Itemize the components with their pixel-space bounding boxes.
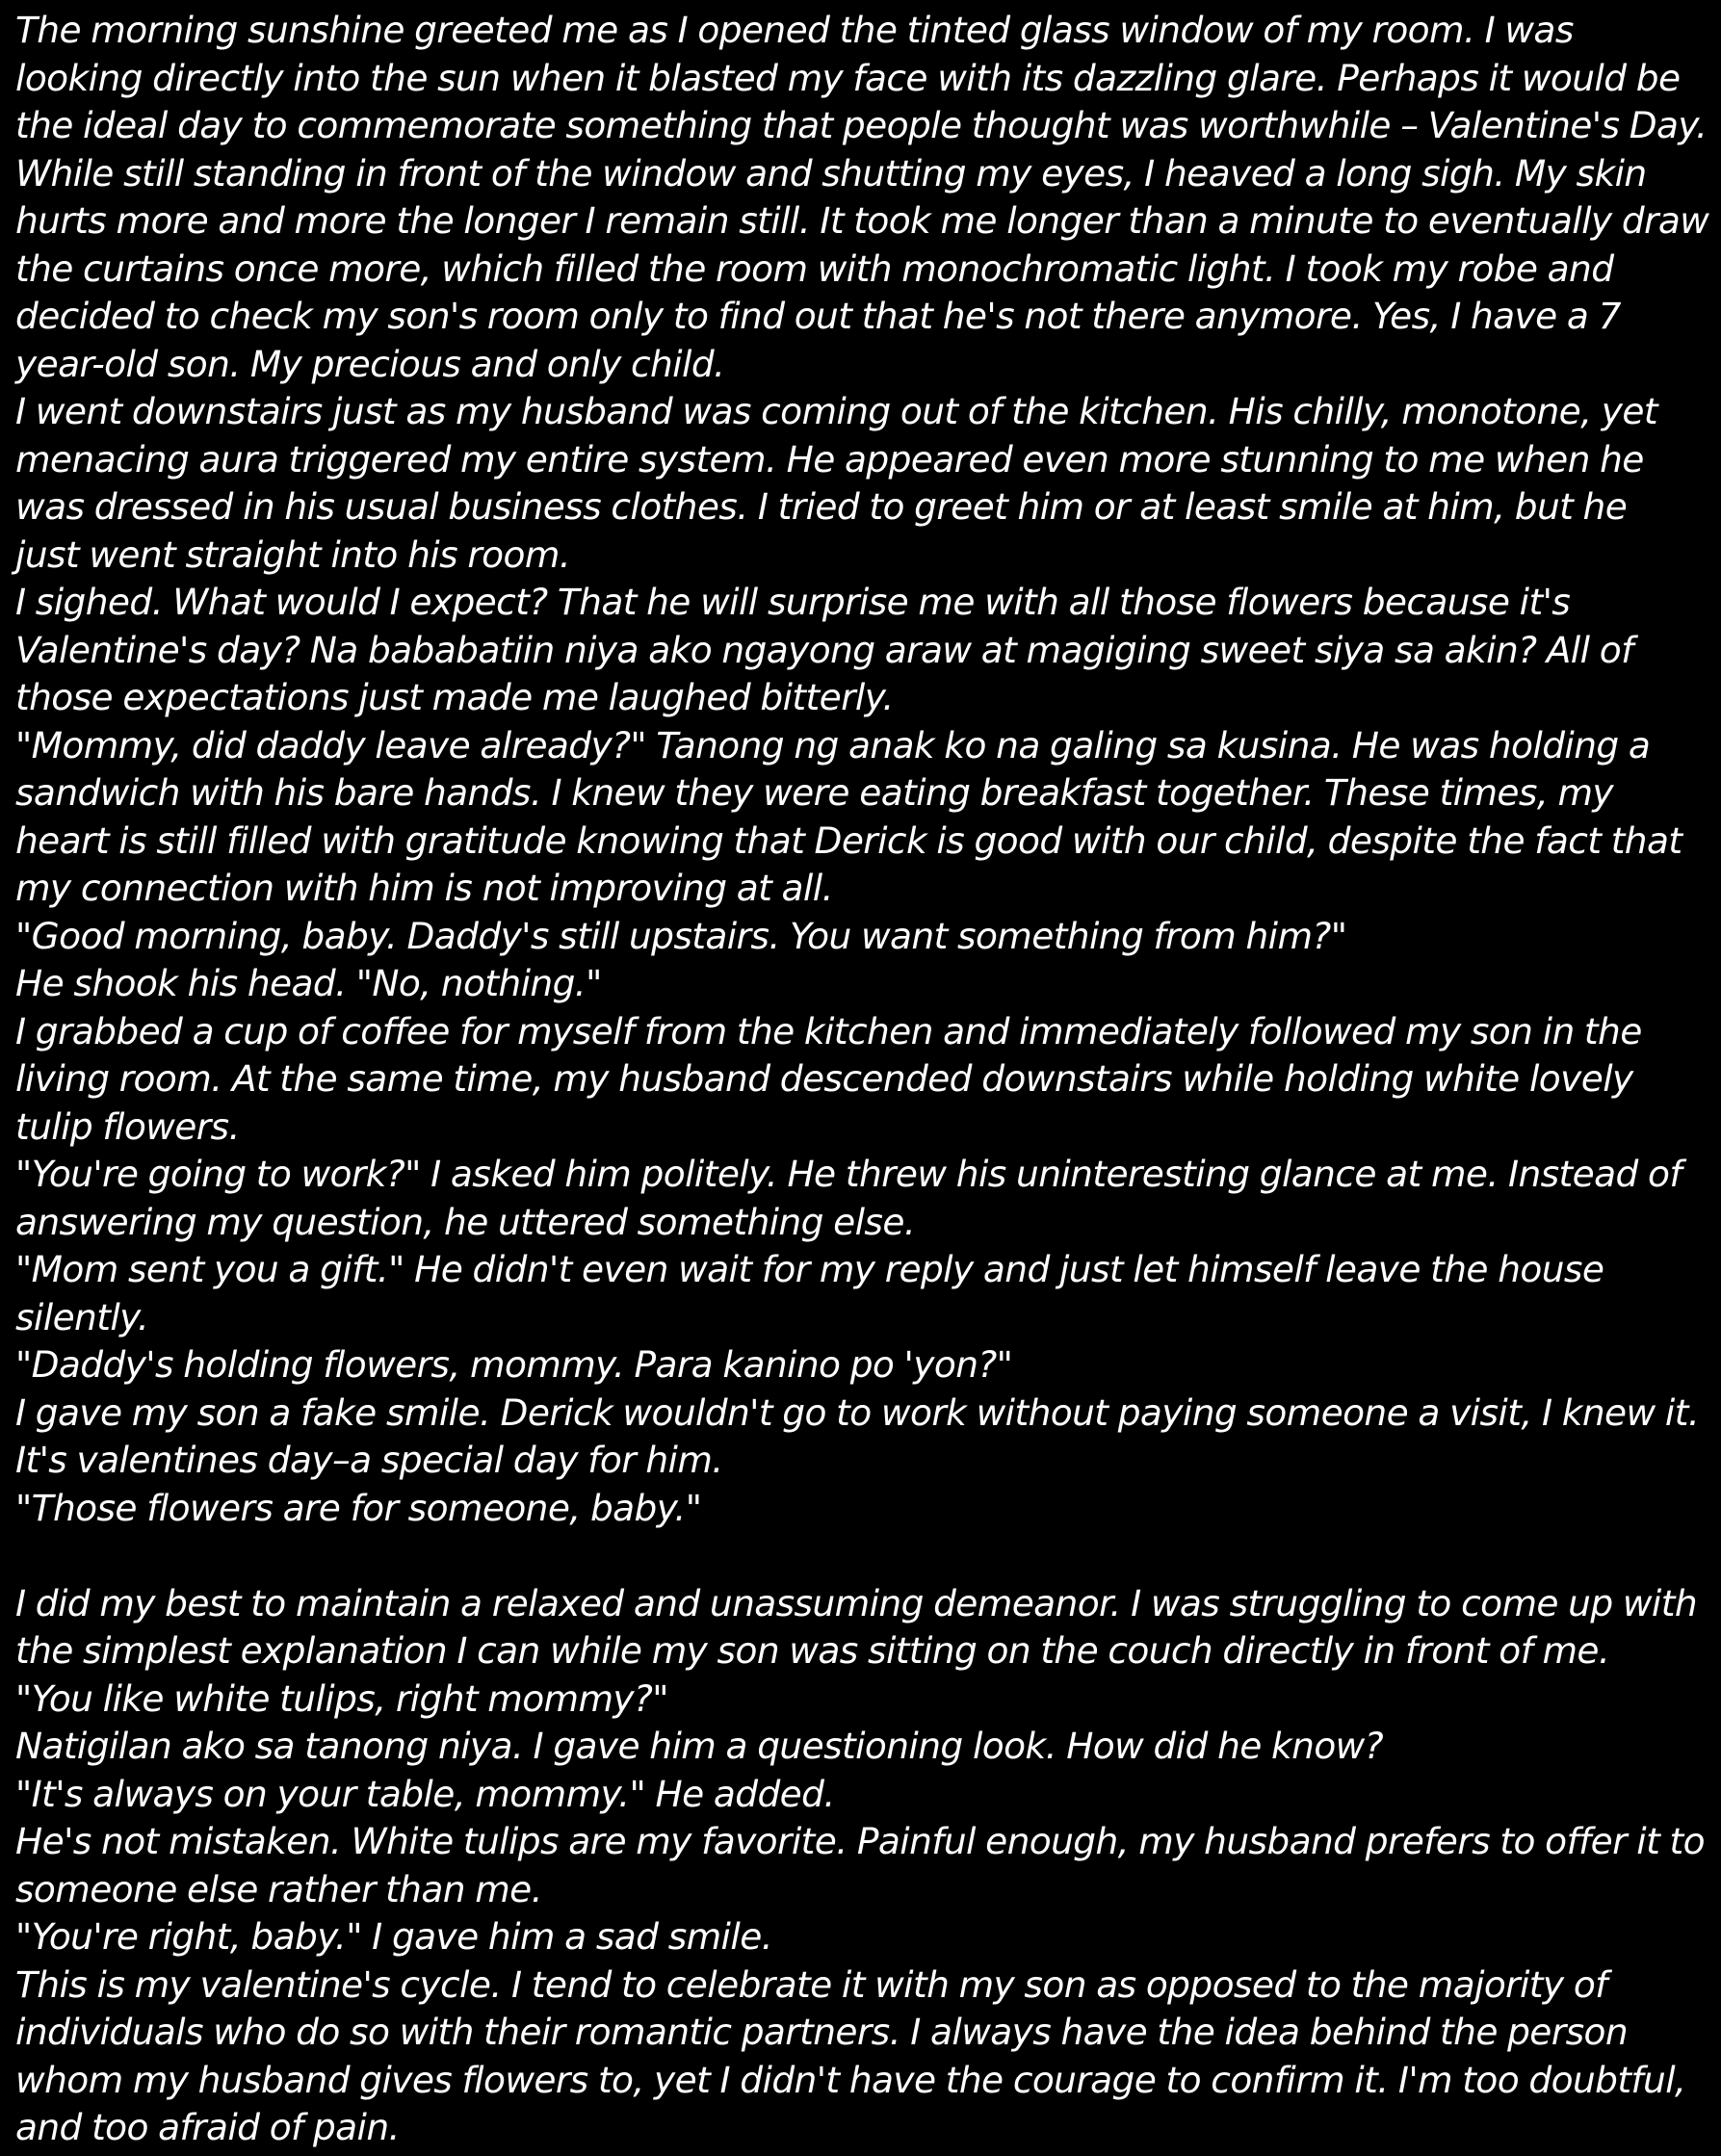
story-line: I did my best to maintain a relaxed and unassuming demeanor. I was struggling to come up with	[15, 1581, 1698, 1624]
story-line: "Daddy's holding flowers, mommy. Para kanino po 'yon?"	[15, 1343, 1013, 1386]
story-line: Natigilan ako sa tanong niya. I gave him a questioning look. How did he know?	[15, 1725, 1384, 1767]
story-line: looking directly into the sun when it blasted my face with its dazzling glare. Perhaps it would be	[15, 56, 1681, 99]
story-line: silently.	[15, 1295, 149, 1338]
story-line: was dressed in his usual business clothes. I tried to greet him or at least smile at him, but he	[15, 485, 1628, 528]
story-line: I went downstairs just as my husband was coming out of the kitchen. His chilly, monotone, yet	[15, 390, 1657, 432]
story-line: While still standing in front of the window and shutting my eyes, I heaved a long sigh. My skin	[15, 151, 1647, 195]
story-line: It's valentines day–a special day for him.	[15, 1439, 723, 1481]
story-line: Valentine's day? Na bababatiin niya ako ngayong araw at magiging sweet siya sa akin? All of	[15, 628, 1633, 671]
story-line: "Mom sent you a gift." He didn't even wait for my reply and just let himself leave the house	[15, 1248, 1604, 1290]
story-line: I grabbed a cup of coffee for myself from the kitchen and immediately followed my son in the	[15, 1009, 1642, 1052]
story-line: tulip flowers.	[15, 1104, 240, 1148]
story-line: year-old son. My precious and only child.	[15, 342, 725, 385]
story-line: answering my question, he uttered something else.	[15, 1200, 916, 1243]
story-line: "Mommy, did daddy leave already?" Tanong ng anak ko na galing sa kusina. He was holding a	[15, 723, 1651, 766]
story-line: individuals who do so with their romantic partners. I always have the idea behind the person	[15, 2011, 1629, 2053]
story-line: This is my valentine's cycle. I tend to celebrate it with my son as opposed to the majority of	[15, 1962, 1607, 2006]
story-line: hurts more and more the longer I remain still. It took me longer than a minute to eventually draw	[15, 199, 1709, 242]
story-line: just went straight into his room.	[15, 533, 571, 576]
story-line: whom my husband gives flowers to, yet I didn't have the courage to confirm it. I'm too doubtful,	[15, 2058, 1686, 2101]
story-line: "You're right, baby." I gave him a sad smile.	[15, 1915, 772, 1958]
story-line: living room. At the same time, my husband descended downstairs while holding white lovely	[15, 1057, 1633, 1100]
story-line: He's not mistaken. White tulips are my favorite. Painful enough, my husband prefers to offer it to	[15, 1820, 1705, 1862]
story-blank-line	[15, 1532, 1709, 1580]
story-line: I sighed. What would I expect? That he will surprise me with all those flowers because it's	[15, 581, 1571, 623]
story-line: "You like white tulips, right mommy?"	[15, 1676, 668, 1720]
story-line: sandwich with his bare hands. I knew they were eating breakfast together. These times, my	[15, 771, 1613, 814]
story-line: I gave my son a fake smile. Derick wouldn't go to work without paying someone a visit, I knew it.	[15, 1390, 1700, 1434]
story-line: "You're going to work?" I asked him politely. He threw his uninteresting glance at me. Instead of	[15, 1153, 1682, 1195]
story-line: The morning sunshine greeted me as I opened the tinted glass window of my room. I was	[15, 9, 1574, 51]
story-line: the curtains once more, which filled the room with monochromatic light. I took my robe and	[15, 247, 1614, 290]
story-line: my connection with him is not improving at all.	[15, 867, 833, 909]
story-line: the simplest explanation I can while my son was sitting on the couch directly in front of me.	[15, 1629, 1610, 1672]
story-line: "Good morning, baby. Daddy's still upstairs. You want something from him?"	[15, 914, 1347, 957]
story-line: heart is still filled with gratitude knowing that Derick is good with our child, despite the fact that	[15, 818, 1682, 862]
story-line: those expectations just made me laughed bitterly.	[15, 676, 894, 718]
story-line: someone else rather than me.	[15, 1867, 542, 1910]
story-line: "It's always on your table, mommy." He added.	[15, 1772, 835, 1815]
story-line: and too afraid of pain.	[15, 2106, 400, 2148]
story-line: menacing aura triggered my entire system. He appeared even more stunning to me when he	[15, 437, 1644, 481]
story-line: the ideal day to commemorate something that people thought was worthwhile – Valentine's Day.	[15, 104, 1708, 146]
story-line: "Those flowers are for someone, baby."	[15, 1486, 702, 1529]
story-line: He shook his head. "No, nothing."	[15, 962, 602, 1004]
story-line: decided to check my son's room only to find out that he's not there anymore. Yes, I have a 7	[15, 295, 1621, 337]
